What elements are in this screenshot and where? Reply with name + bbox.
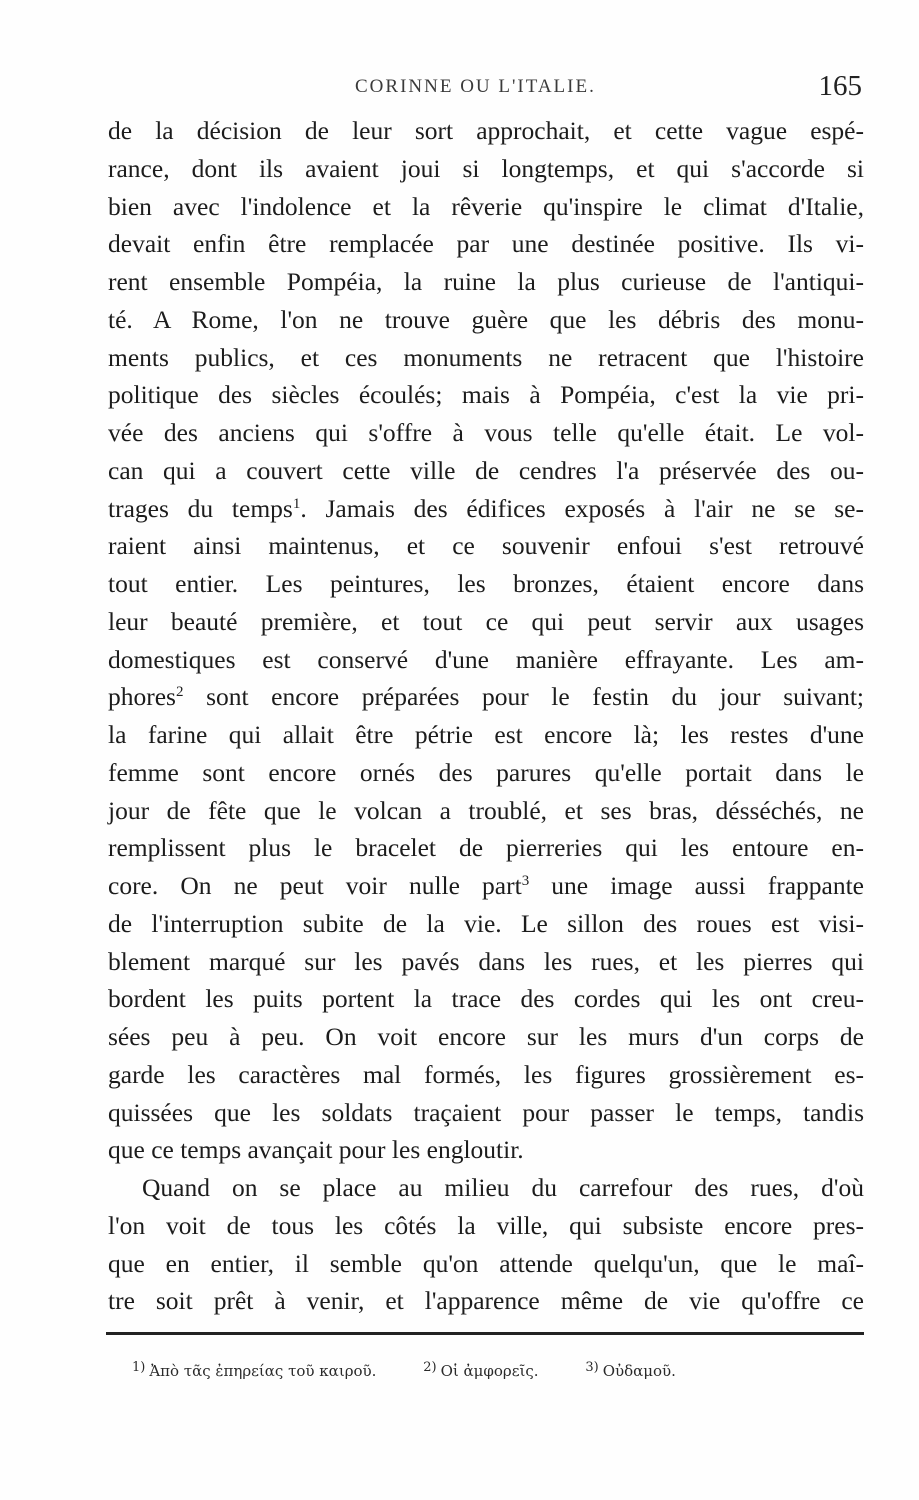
text-line: de l'interruption subite de la vie. Le sillon des roues est visi- bbox=[108, 908, 864, 938]
line-text: trages du temps bbox=[108, 493, 293, 523]
text-line bbox=[108, 678, 864, 716]
text-line: tout entier. Les peintures, les bronzes, étaient encore dans bbox=[108, 569, 864, 598]
text-line: bien avec l'indolence et la rêverie qu'inspire le climat d'Italie, bbox=[108, 191, 864, 221]
text-line: Quand on se place au milieu du carrefour des rues, d'où bbox=[142, 1173, 864, 1202]
text-line: femme sont encore ornés des parures qu'elle portait dans le bbox=[108, 757, 864, 787]
footnote-ref-1: 1 bbox=[292, 495, 301, 512]
text-line bbox=[108, 867, 864, 905]
text-line: ments publics, et ces monuments ne retracent que l'histoire bbox=[108, 342, 864, 372]
footnote bbox=[132, 1360, 376, 1380]
footnotes bbox=[132, 1360, 872, 1380]
footnote-marker: 3) bbox=[585, 1360, 599, 1375]
text-line: can qui a couvert cette ville de cendres l'a préservée des ou- bbox=[108, 455, 864, 485]
text-line: rent ensemble Pompéia, la ruine la plus curieuse de l'antiqui- bbox=[108, 267, 864, 296]
text-line: devait enfin être remplacée par une destinée positive. Ils vi- bbox=[108, 229, 864, 259]
line-text: sont encore préparées pour le festin du jour suivant; bbox=[183, 682, 864, 712]
body-text bbox=[108, 112, 864, 1320]
text-line: jour de fête que le volcan a troublé, et ses bras, désséchés, ne bbox=[108, 795, 864, 825]
text-line: leur beauté première, et tout ce qui peut servir aux usages bbox=[108, 606, 864, 636]
text-line: bordent les puits portent la trace des cordes qui les ont creu- bbox=[108, 984, 864, 1014]
text-line: que ce temps avançait pour les engloutir. bbox=[108, 1135, 524, 1165]
text-line: de la décision de leur sort approchait, et cette vague espé- bbox=[108, 116, 864, 145]
footnote-ref-3: 3 bbox=[521, 873, 530, 889]
line-text: une image aussi frappante bbox=[529, 871, 864, 900]
footnote-marker: 1) bbox=[132, 1360, 146, 1375]
text-line: remplissent plus le bracelet de pierreries qui les entoure en- bbox=[108, 833, 864, 863]
text-line: domestiques est conservé d'une manière effrayante. Les am- bbox=[108, 644, 864, 674]
line-text: . Jamais des édifices exposés à l'air ne se se- bbox=[300, 493, 864, 523]
text-line: politique des siècles écoulés; mais à Pompéia, c'est la vie pri- bbox=[108, 380, 864, 410]
text-line: que en entier, il semble qu'on attende quelqu'un, que le maî- bbox=[108, 1248, 864, 1278]
footnote-text: Οἱ ἀμφορεῖς. bbox=[440, 1362, 539, 1380]
page-number: 165 bbox=[818, 70, 862, 102]
footnote-divider bbox=[106, 1332, 864, 1335]
text-line: té. A Rome, l'on ne trouve guère que les débris des monu- bbox=[108, 304, 864, 334]
text-line bbox=[108, 490, 864, 528]
line-text: phores bbox=[108, 682, 176, 712]
text-line: blement marqué sur les pavés dans les rues, et les pierres qui bbox=[108, 946, 864, 976]
footnote-text: Οὐδαμοῦ. bbox=[602, 1362, 676, 1380]
text-line: raient ainsi maintenus, et ce souvenir enfoui s'est retrouvé bbox=[108, 531, 864, 561]
text-line: vée des anciens qui s'offre à vous telle qu'elle était. Le vol- bbox=[108, 418, 864, 447]
footnote-marker: 2) bbox=[423, 1360, 437, 1375]
text-line: sées peu à peu. On voit encore sur les murs d'un corps de bbox=[108, 1022, 864, 1051]
text-line: la farine qui allait être pétrie est encore là; les restes d'une bbox=[108, 720, 864, 749]
text-line: quissées que les soldats traçaient pour passer le temps, tandis bbox=[108, 1097, 864, 1127]
text-line: rance, dont ils avaient joui si longtemps, et qui s'accorde si bbox=[108, 153, 864, 183]
running-title: CORINNE OU L'ITALIE. bbox=[355, 76, 596, 97]
footnote bbox=[585, 1360, 676, 1380]
text-line: garde les caractères mal formés, les figures grossièrement es- bbox=[108, 1059, 864, 1089]
running-head bbox=[110, 70, 862, 104]
text-line: tre soit prêt à venir, et l'apparence même de vie qu'offre ce bbox=[108, 1286, 864, 1316]
footnote-text: Ἀπὸ τᾶς ἐπηρείας τοῦ καιροῦ. bbox=[149, 1362, 377, 1380]
footnote-ref-2: 2 bbox=[175, 684, 184, 701]
text-line: l'on voit de tous les côtés la ville, qui subsiste encore pres- bbox=[108, 1210, 864, 1240]
footnote bbox=[423, 1360, 538, 1380]
line-text: core. On ne peut voir nulle part bbox=[108, 871, 522, 900]
